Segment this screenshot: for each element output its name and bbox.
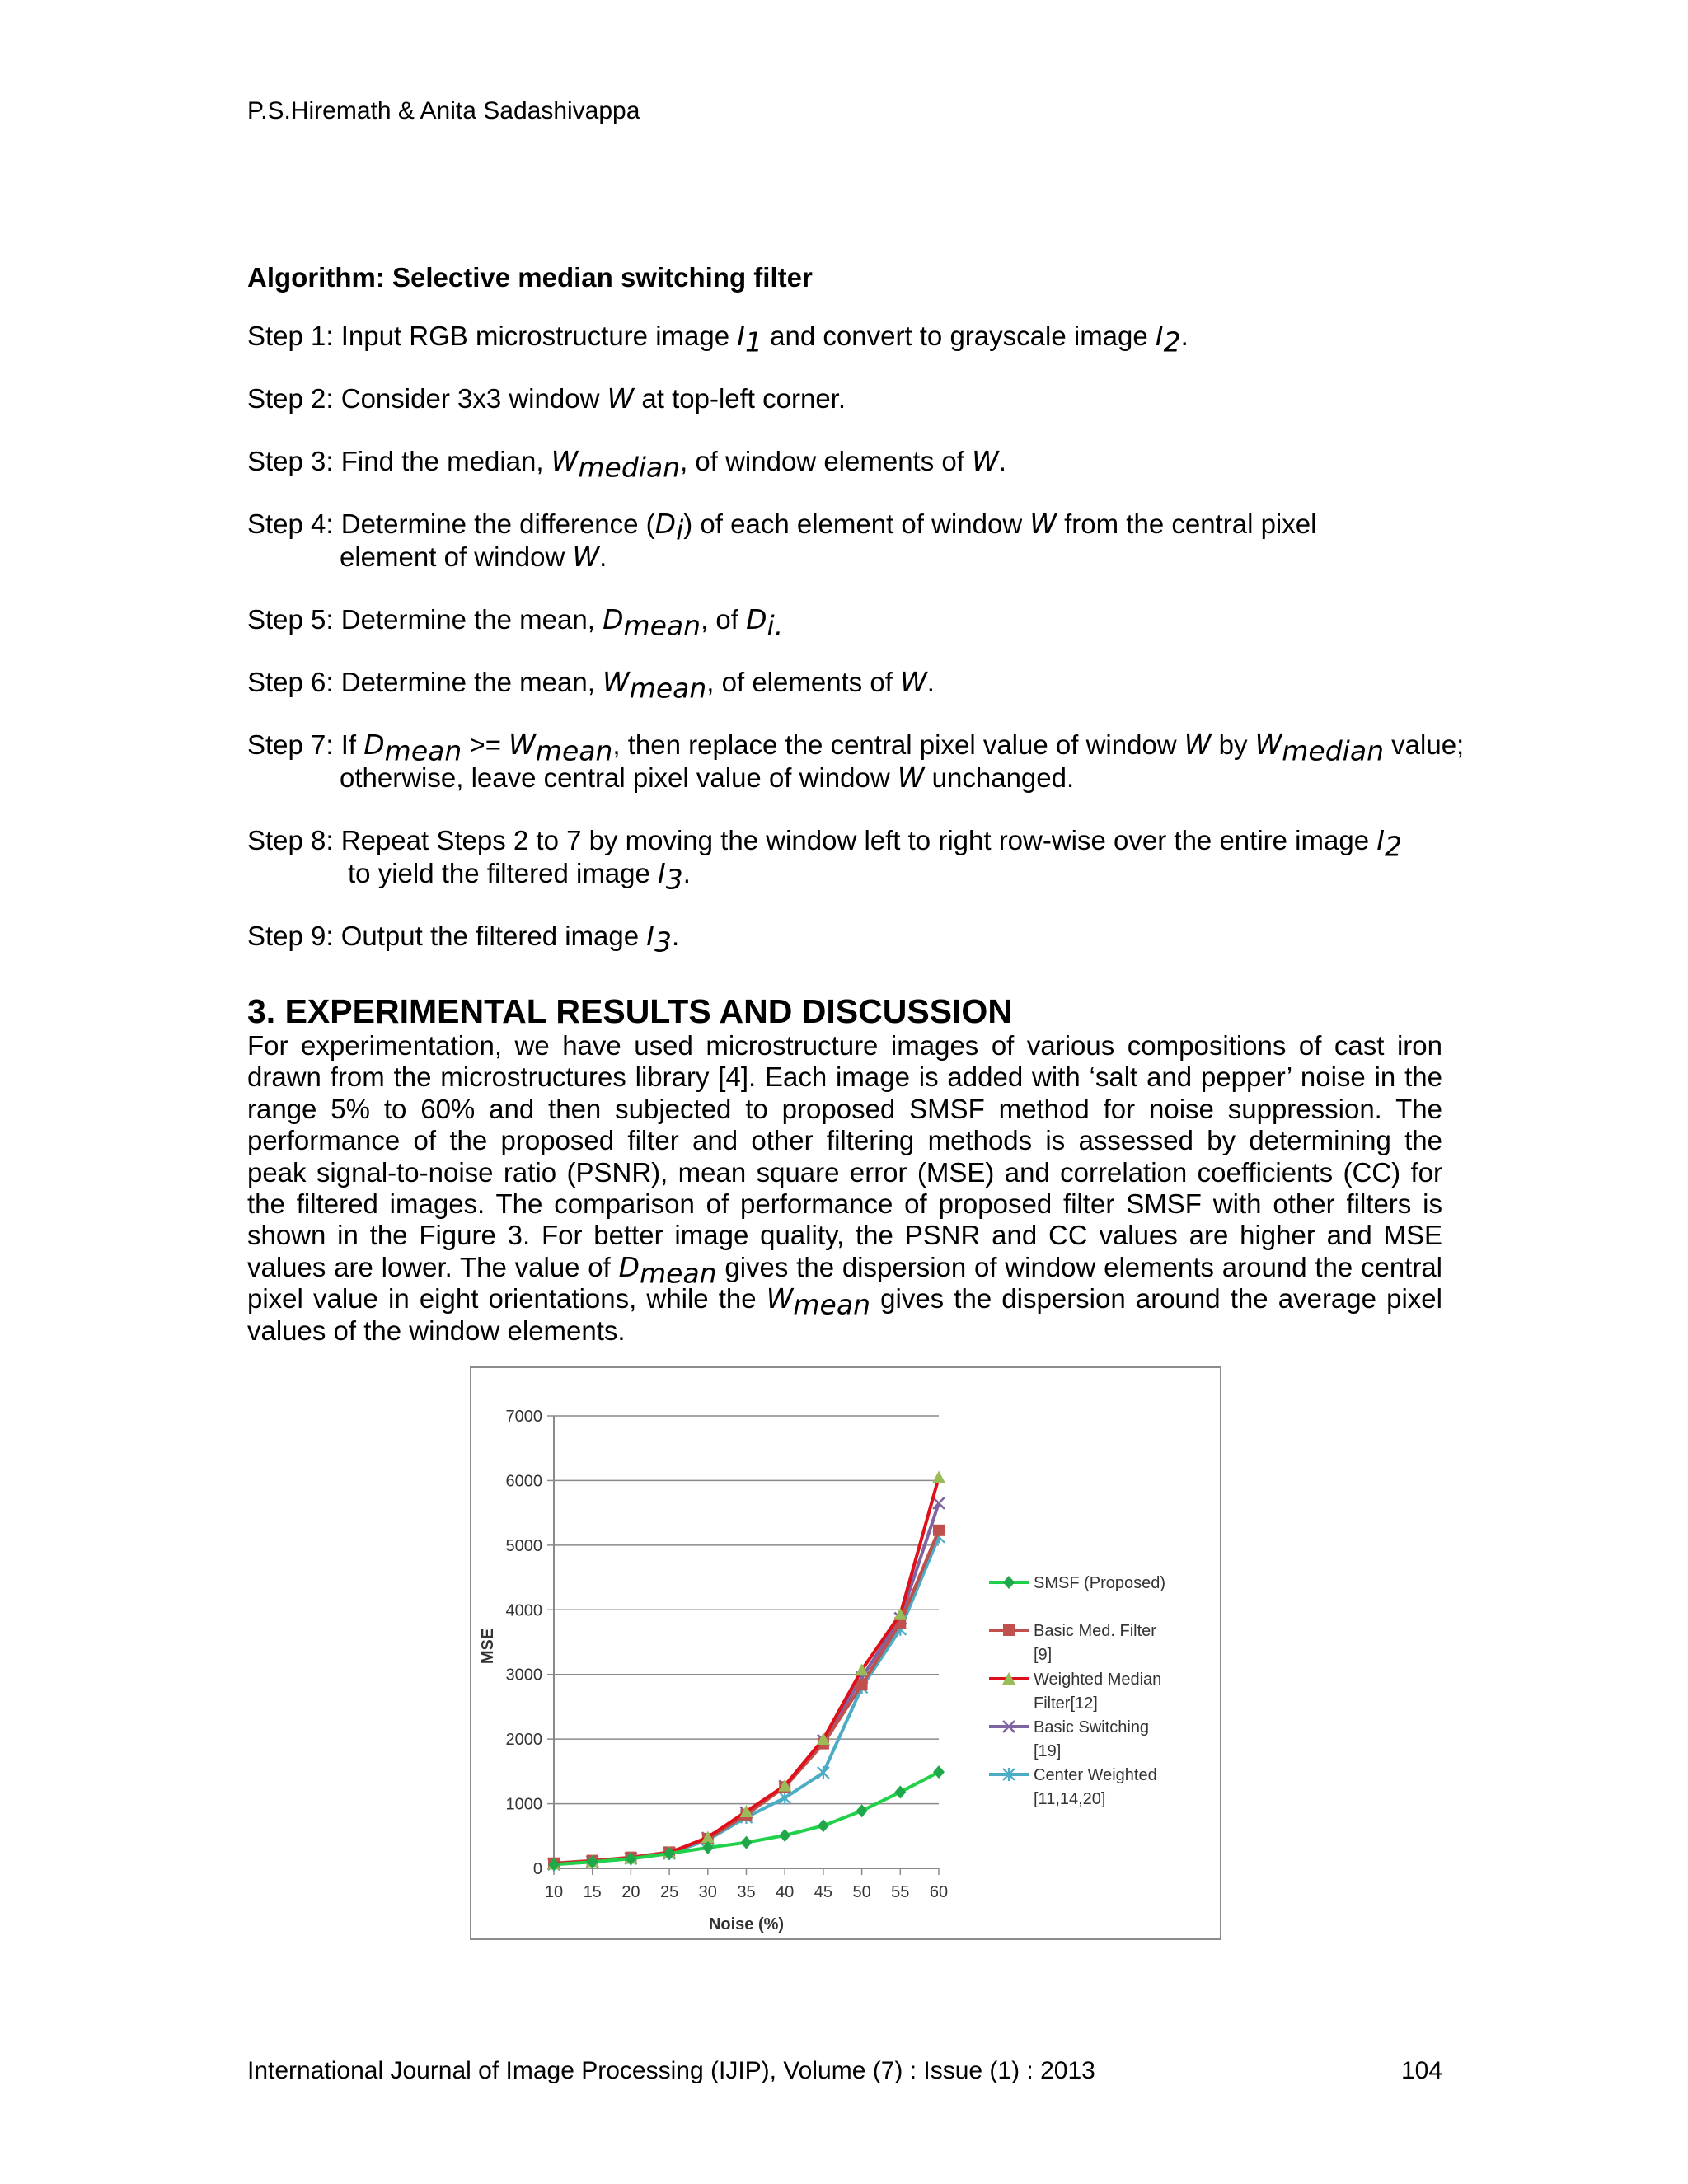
legend-label: [11,14,20] bbox=[1034, 1790, 1106, 1808]
footer-page-number: 104 bbox=[1401, 2057, 1443, 2084]
paragraph-line: values of the window elements. bbox=[247, 1315, 626, 1346]
legend-label: Filter[12] bbox=[1034, 1694, 1098, 1713]
paragraph-line: performance of the proposed filter and other filtering methods is assessed by determining the bbox=[247, 1125, 1442, 1156]
algorithm-step-1: Step 1: Input RGB microstructure image $I_1$ and convert to grayscale image $I_2$. bbox=[247, 320, 1189, 359]
algorithm-title: Algorithm: Selective median switching filter bbox=[247, 262, 813, 293]
series-2 bbox=[547, 1471, 945, 1870]
x-tick-label: 50 bbox=[852, 1883, 871, 1901]
x-tick-label: 20 bbox=[621, 1883, 640, 1901]
mse-line-chart bbox=[471, 1368, 1220, 1938]
paragraph-line: values are lower. The value of $D_{mean}$ gives the dispersion of window elements around the central bbox=[247, 1250, 1443, 1290]
paragraph-line: peak signal-to-noise ratio (PSNR), mean square error (MSE) and correlation coefficients (CC) for bbox=[247, 1156, 1442, 1188]
legend-label: Basic Med. Filter bbox=[1034, 1622, 1156, 1640]
y-tick-label: 7000 bbox=[505, 1408, 542, 1426]
data-point bbox=[779, 1829, 790, 1842]
legend-label: SMSF (Proposed) bbox=[1034, 1574, 1166, 1592]
x-tick-label: 60 bbox=[929, 1883, 949, 1901]
data-point bbox=[1003, 1624, 1015, 1636]
paragraph-line: For experimentation, we have used microstructure images of various compositions of cast iron bbox=[247, 1030, 1442, 1061]
x-tick-label: 25 bbox=[659, 1883, 679, 1901]
y-tick-label: 2000 bbox=[505, 1731, 542, 1750]
data-point bbox=[856, 1804, 868, 1817]
paragraph-line: pixel value in eight orientations, while the $W_{mean}$ gives the dispersion around the average pixel bbox=[247, 1282, 1442, 1321]
footer-journal: International Journal of Image Processing (IJIP), Volume (7) : Issue (1) : 2013 bbox=[247, 2057, 1095, 2084]
x-tick-label: 30 bbox=[698, 1883, 717, 1901]
algorithm-step-5: Step 5: Determine the mean, $D_{mean}$, of $D_{i.}$ bbox=[247, 603, 784, 642]
data-point bbox=[741, 1836, 753, 1849]
algorithm-step-8: Step 8: Repeat Steps 2 to 7 by moving the window left to right row-wise over the entire image $I_2$ to yield the filtered image $I_3$. bbox=[247, 824, 1402, 896]
legend-label: Basic Switching bbox=[1034, 1718, 1150, 1736]
mse-chart-frame bbox=[470, 1366, 1221, 1940]
legend-label: [19] bbox=[1034, 1742, 1062, 1760]
y-tick-label: 3000 bbox=[505, 1666, 542, 1685]
legend-entry-4 bbox=[989, 1766, 1157, 1808]
y-tick-label: 5000 bbox=[505, 1536, 542, 1555]
data-point bbox=[932, 1471, 945, 1483]
algorithm-step-4: Step 4: Determine the difference $(D_i)$ of each element of window W from the central pixel element of window W. bbox=[247, 508, 1317, 573]
paragraph-line: range 5% to 60% and then subjected to proposed SMSF method for noise suppression. The bbox=[247, 1093, 1442, 1124]
series-1 bbox=[548, 1525, 945, 1869]
legend-label: [9] bbox=[1034, 1646, 1053, 1664]
y-axis-label: MSE bbox=[479, 1628, 497, 1665]
section-heading: 3. EXPERIMENTAL RESULTS AND DISCUSSION bbox=[247, 992, 1012, 1030]
data-point bbox=[894, 1785, 906, 1798]
legend-label: Center Weighted bbox=[1034, 1766, 1157, 1784]
y-tick-label: 6000 bbox=[505, 1472, 542, 1491]
x-tick-label: 10 bbox=[544, 1883, 564, 1901]
running-header-author: P.S.Hiremath & Anita Sadashivappa bbox=[247, 97, 640, 124]
legend-entry-2 bbox=[989, 1671, 1161, 1713]
x-axis-label: Noise (%) bbox=[708, 1915, 785, 1933]
x-tick-label: 45 bbox=[814, 1883, 833, 1901]
legend-entry-3 bbox=[989, 1718, 1149, 1760]
data-point bbox=[818, 1766, 829, 1779]
algorithm-step-2: Step 2: Consider 3x3 window W at top-left corner. bbox=[247, 382, 846, 415]
x-tick-label: 40 bbox=[776, 1883, 795, 1901]
y-tick-label: 1000 bbox=[505, 1795, 542, 1814]
legend-label: Weighted Median bbox=[1034, 1671, 1162, 1689]
data-point bbox=[856, 1679, 868, 1690]
algorithm-step-6: Step 6: Determine the mean, $W_{mean}$, of elements of W. bbox=[247, 666, 935, 705]
algorithm-step-3: Step 3: Find the median, $W_{median}$, of window elements of W. bbox=[247, 445, 1006, 484]
y-tick-label: 4000 bbox=[505, 1601, 542, 1620]
algorithm-step-9: Step 9: Output the filtered image $I_3$. bbox=[247, 920, 680, 958]
data-point bbox=[933, 1525, 945, 1536]
legend-entry-1 bbox=[989, 1622, 1156, 1664]
body-paragraph bbox=[247, 1030, 1442, 1347]
data-point bbox=[933, 1765, 945, 1779]
x-tick-label: 35 bbox=[737, 1883, 756, 1901]
data-point bbox=[779, 1792, 790, 1805]
paragraph-line: drawn from the microstructures library [4]. Each image is added with ‘salt and pepper’ noise in the bbox=[247, 1062, 1442, 1093]
paragraph-line: shown in the Figure 3. For better image quality, the PSNR and CC values are higher and MSE bbox=[247, 1220, 1442, 1251]
y-tick-label: 0 bbox=[532, 1860, 542, 1878]
x-tick-label: 55 bbox=[891, 1883, 910, 1901]
data-point bbox=[818, 1819, 829, 1832]
algorithm-step-7: Step 7: If $D_{mean} >= W_{mean}$, then replace the central pixel value of window W by $W_{median}$ value; otherwise, leave central pixel value of window W unchanged. bbox=[247, 729, 1465, 794]
paragraph-line: the filtered images. The comparison of performance of proposed filter SMSF with other filters is bbox=[247, 1188, 1442, 1220]
legend-entry-0 bbox=[989, 1574, 1165, 1592]
data-point bbox=[1003, 1576, 1015, 1589]
x-tick-label: 15 bbox=[583, 1883, 602, 1901]
